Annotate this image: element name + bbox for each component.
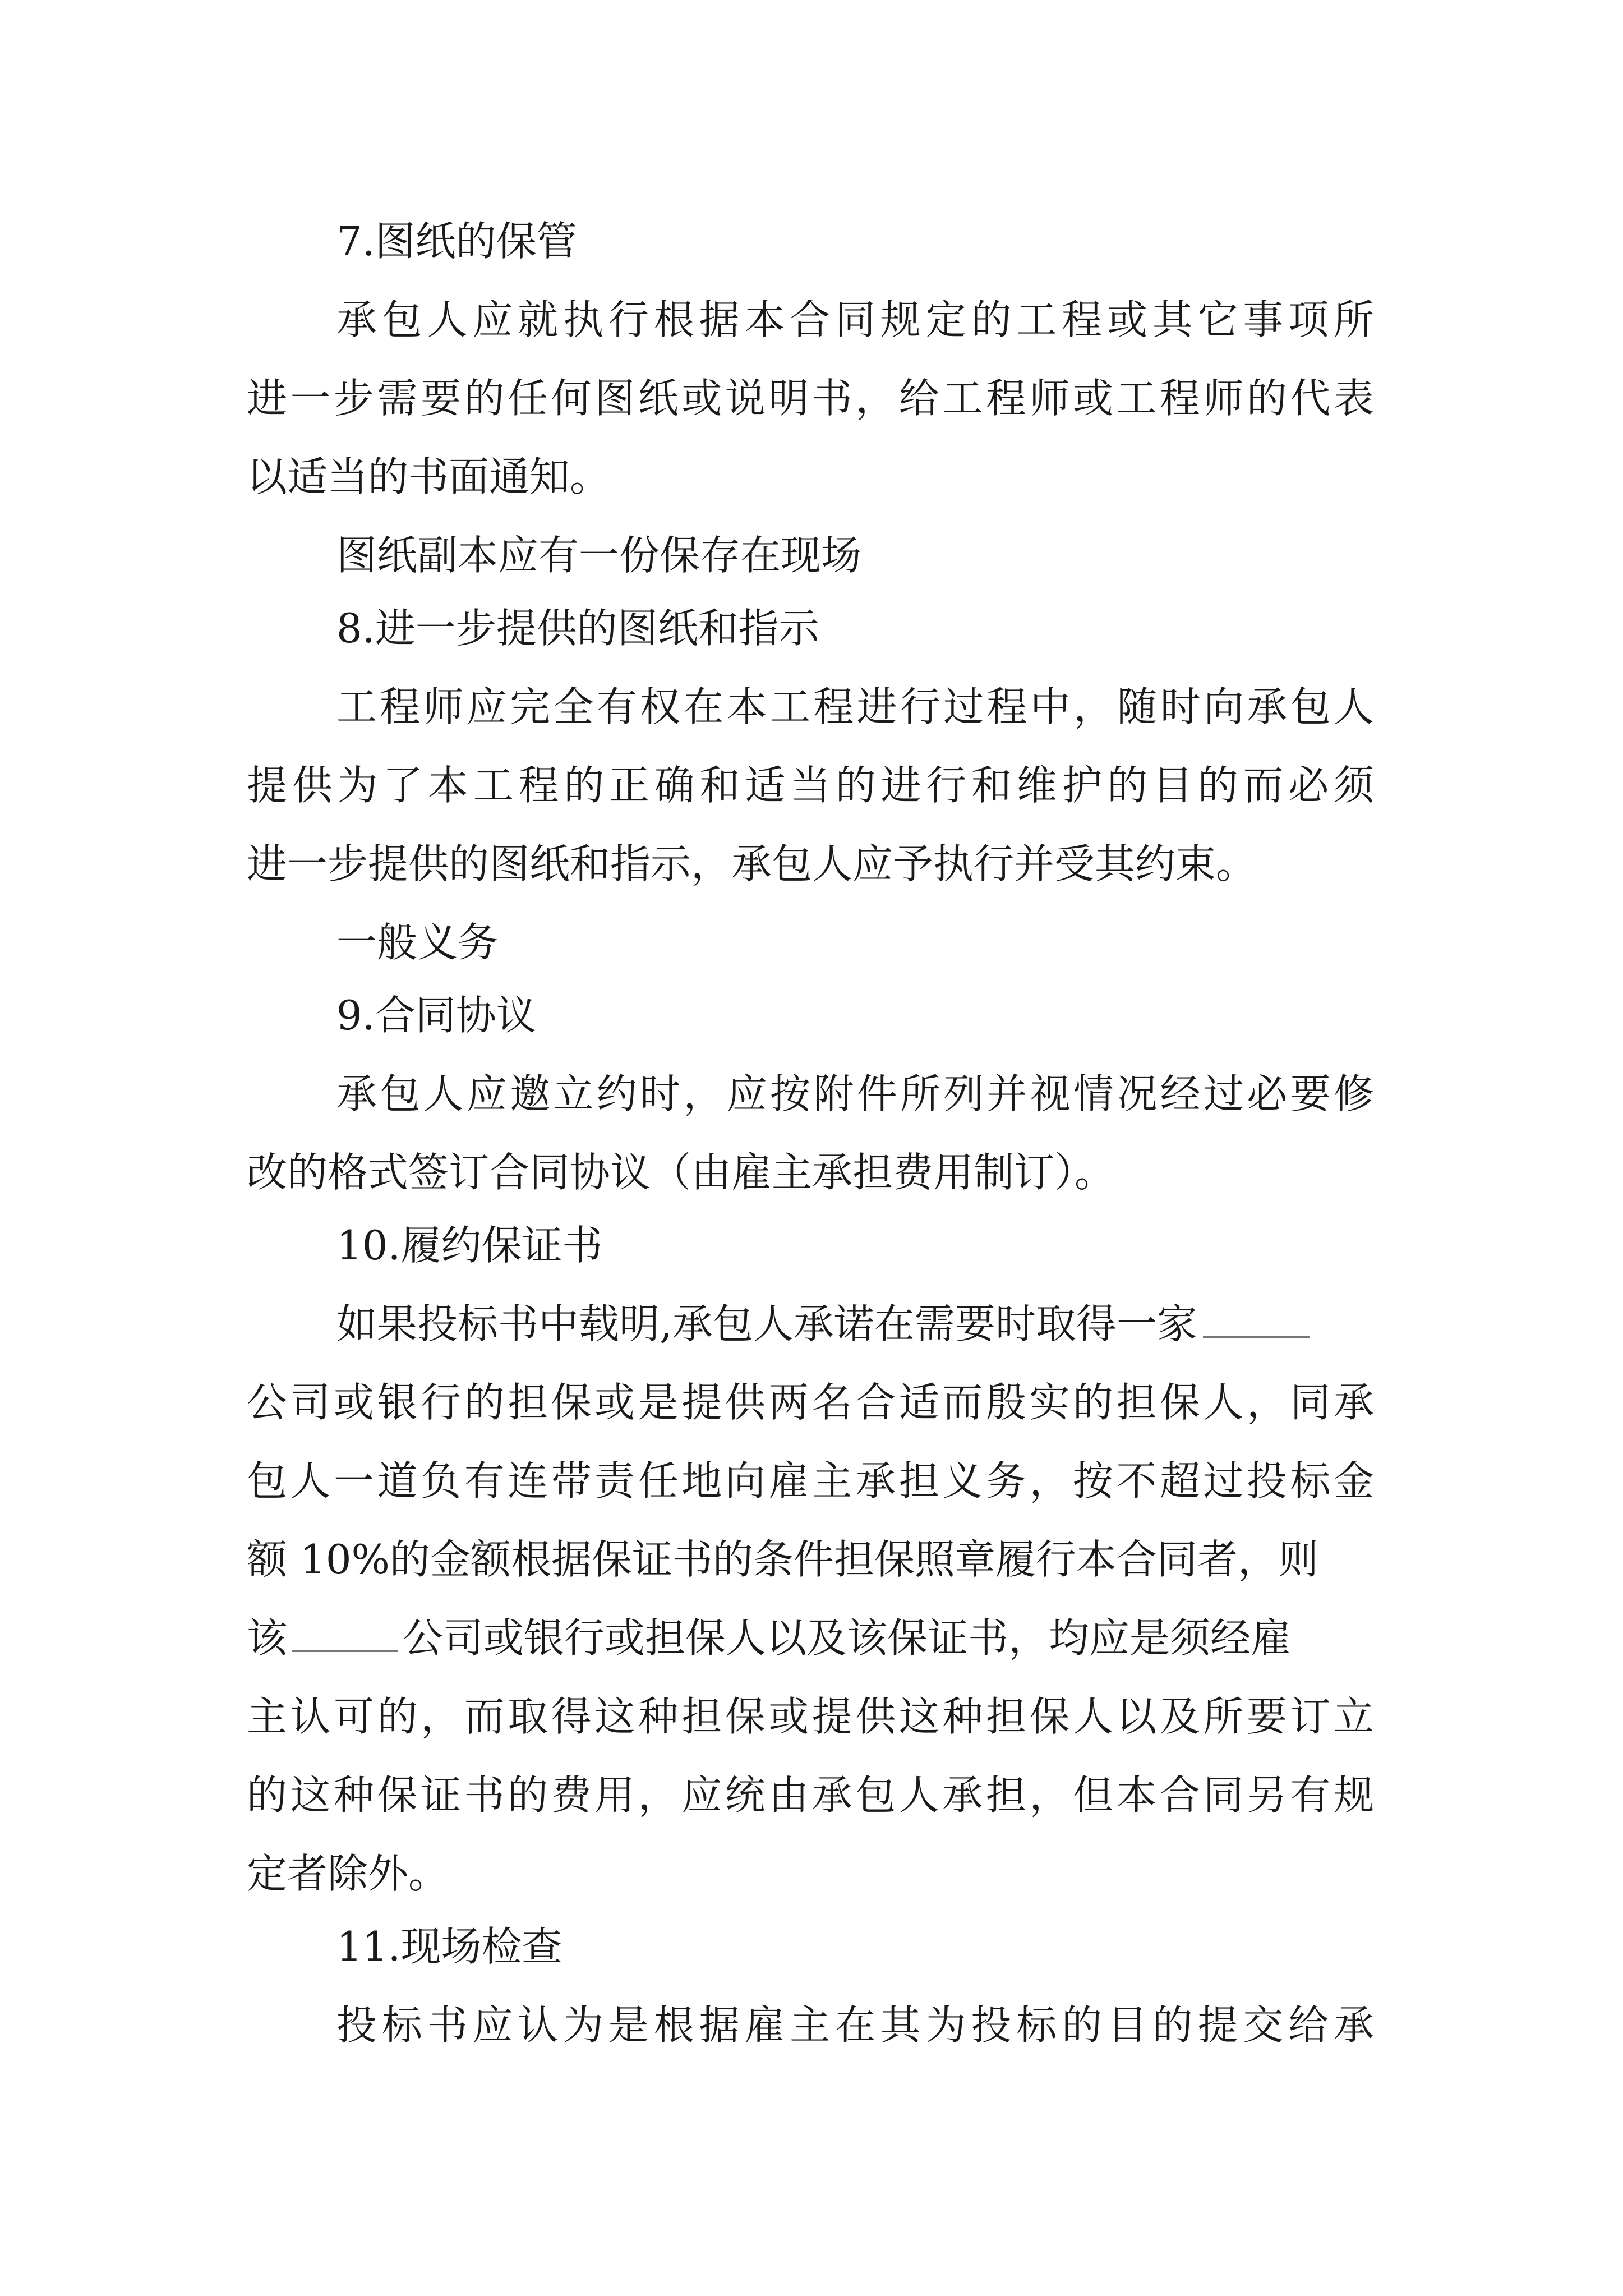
section-7-paragraph-line-1: 承包人应就执行根据本合同规定的工程或其它事项所 <box>336 296 1374 343</box>
section-10-paragraph-line-8: 定者除外。 <box>247 1850 449 1897</box>
section-10-paragraph-line-6: 主认可的，而取得这种担保或提供这种担保人以及所要订立 <box>247 1693 1374 1740</box>
section-11-heading: 11.现场检查 <box>336 1923 562 1970</box>
section-8-paragraph-line-2: 提供为了本工程的正确和适当的进行和维护的目的而必须 <box>247 762 1374 809</box>
section-8-paragraph-line-1: 工程师应完全有权在本工程进行过程中，随时向承包人 <box>336 683 1374 730</box>
section-8-heading: 8.进一步提供的图纸和指示 <box>336 605 819 652</box>
section-11-paragraph-line-1: 投标书应认为是根据雇主在其为投标的目的提交给承 <box>336 2001 1374 2049</box>
section-10-heading: 10.履约保证书 <box>336 1222 603 1269</box>
section-7-paragraph-line-3: 以适当的书面通知。 <box>247 453 611 500</box>
section-10-paragraph-line-1 <box>336 1296 1310 1352</box>
section-10-paragraph-line-7: 的这种保证书的费用，应统由承包人承担，但本合同另有规 <box>247 1772 1374 1819</box>
section-7-paragraph-line-2: 进一步需要的任何图纸或说明书，给工程师或工程师的代表 <box>247 375 1374 422</box>
section-9-heading: 9.合同协议 <box>336 992 537 1039</box>
section-10-paragraph-line-4: 额 10%的金额根据保证书的条件担保照章履行本合同者，则 <box>247 1536 1318 1583</box>
section-10-paragraph-line-5 <box>247 1610 1291 1666</box>
section-10-paragraph-line-3: 包人一道负有连带责任地向雇主承担义务，按不超过投标金 <box>247 1457 1374 1504</box>
section-7-heading: 7.图纸的保管 <box>336 218 577 265</box>
section-10-line-1-text: 如果投标书中载明,承包人承诺在需要时取得一家 <box>336 1300 1197 1347</box>
section-7-paragraph-2: 图纸副本应有一份保存在现场 <box>336 532 862 579</box>
section-10-paragraph-line-2: 公司或银行的担保或是提供两名合适而殷实的担保人，同承 <box>247 1379 1374 1426</box>
section-9-paragraph-line-2: 改的格式签订合同协议（由雇主承担费用制订）。 <box>247 1149 1115 1196</box>
section-8-paragraph-line-3: 进一步提供的图纸和指示，承包人应予执行并受其约束。 <box>247 840 1257 887</box>
fill-in-blank-2 <box>292 1617 398 1652</box>
section-9-paragraph-line-1: 承包人应邀立约时，应按附件所列并视情况经过必要修 <box>336 1070 1374 1117</box>
section-10-line-5-text-b: 公司或银行或担保人以及该保证书，均应是须经雇 <box>403 1614 1292 1662</box>
general-obligations-heading: 一般义务 <box>336 919 499 966</box>
section-10-line-5-text-a: 该 <box>247 1614 288 1662</box>
fill-in-blank-1 <box>1203 1303 1310 1338</box>
